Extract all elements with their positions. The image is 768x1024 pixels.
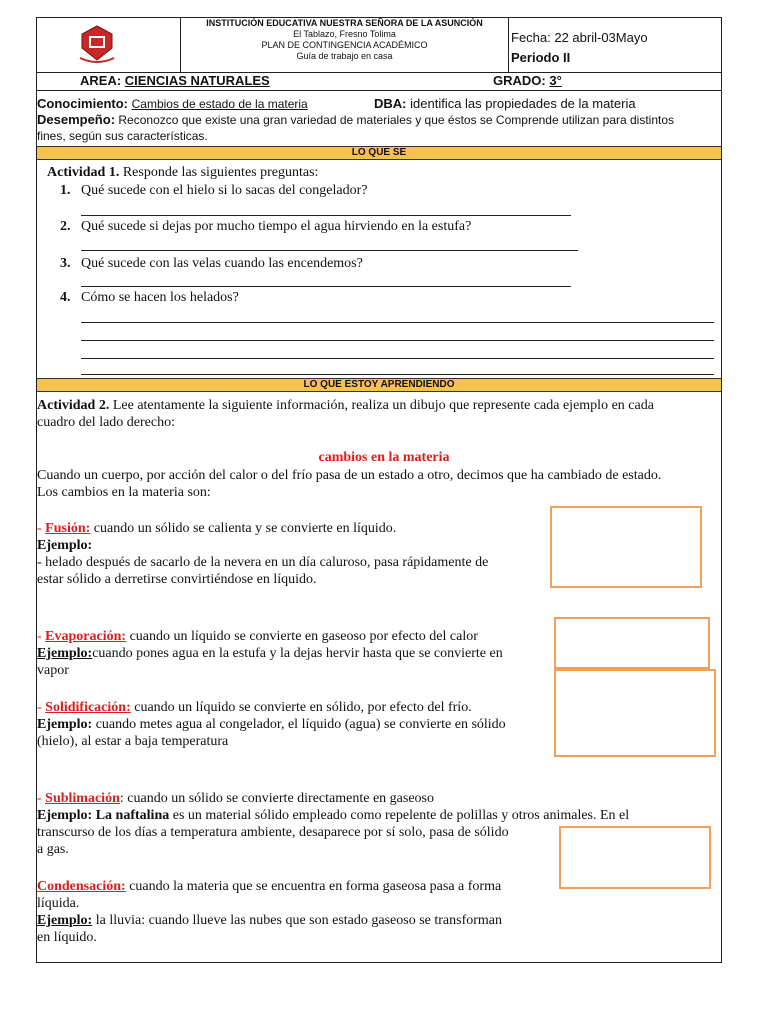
fusion-def: cuando un sólido se calienta y se convierte en líquido.	[93, 521, 397, 536]
section-lo-que-se	[37, 146, 721, 160]
sublimacion-example-line2: transcurso de los días a temperatura ambiente, desaparece por sí solo, pasa de sólido	[37, 825, 509, 840]
area-value: CIENCIAS NATURALES	[124, 73, 270, 88]
activity1-label: Actividad 1.	[47, 165, 120, 180]
answer-line-4b[interactable]	[81, 340, 714, 341]
solidificacion-name: Solidificación:	[45, 700, 131, 715]
question-num: 2.	[60, 219, 71, 234]
activity1-text: Responde las siguientes preguntas:	[122, 165, 319, 180]
institution-location: El Tablazo, Fresno Tolima	[293, 29, 396, 39]
question-1	[60, 182, 368, 199]
area-label: AREA:	[80, 73, 122, 88]
condensacion-def2: líquida.	[37, 896, 80, 911]
drawing-box-sublimacion[interactable]	[559, 826, 711, 889]
dba-value: identifica las propiedades de la materia	[410, 96, 636, 111]
sublimacion-def: : cuando un sólido se convierte directamente en gaseoso	[119, 791, 434, 806]
activity2-label: Actividad 2.	[37, 398, 110, 413]
question-num: 3.	[60, 256, 71, 271]
sublimacion-example-line1: es un material sólido empleado como repelente de polillas y otros animales. En el	[172, 808, 630, 823]
condensacion-name: Condensación:	[37, 879, 126, 894]
solidificacion-example-line1: cuando metes agua al congelador, el líquido (agua) se convierte en sólido	[95, 717, 506, 732]
fusion-example-label: Ejemplo:	[37, 538, 93, 553]
answer-line-4d[interactable]	[81, 374, 714, 375]
evaporacion-name: Evaporación:	[45, 629, 127, 644]
grado-label: GRADO:	[493, 73, 546, 88]
activity2-line1: Lee atentamente la siguiente información, realiza un dibujo que represente cada ejemplo en cada	[112, 398, 654, 413]
fusion-example-line1: - helado después de sacarlo de la nevera en un día caluroso, pasa rápidamente de	[37, 555, 489, 570]
condensacion-example-line2: en líquido.	[37, 930, 97, 945]
section-lo-que-se-title: LO QUE SE	[351, 147, 407, 158]
school-logo	[76, 24, 118, 66]
solidificacion-example-label: Ejemplo:	[37, 717, 93, 732]
condensacion-example-label: Ejemplo:	[37, 913, 93, 928]
solidificacion-def: cuando un líquido se convierte en sólido, por efecto del frío.	[134, 700, 472, 715]
intro-line2: Los cambios en la materia son:	[37, 485, 211, 500]
conocimiento-label: Conocimiento:	[37, 96, 128, 111]
grado-value: 3°	[549, 73, 562, 88]
guide-title: Guía de trabajo en casa	[296, 51, 393, 61]
condensacion-example-line1: la lluvia: cuando llueve las nubes que son estado gaseoso se transforman	[95, 913, 502, 928]
desempeno-label: Desempeño:	[37, 112, 116, 127]
institution-name: INSTITUCIÓN EDUCATIVA NUESTRA SEÑORA DE LA ASUNCIÓN	[206, 18, 483, 28]
question-num: 1.	[60, 183, 71, 198]
answer-line-3[interactable]	[81, 286, 571, 287]
question-2	[60, 218, 471, 235]
drawing-box-fusion[interactable]	[550, 506, 702, 588]
conocimiento-value: Cambios de estado de la materia	[131, 97, 308, 111]
drawing-box-evaporacion[interactable]	[554, 617, 710, 669]
solidificacion-example-line2: (hielo), al estar a baja temperatura	[37, 734, 229, 749]
desempeno-line2: fines, según sus características.	[37, 129, 208, 143]
sublimacion-example-label: Ejemplo: La naftalina	[37, 808, 170, 823]
answer-line-1[interactable]	[81, 215, 571, 216]
plan-title: PLAN DE CONTINGENCIA ACADÉMICO	[261, 40, 428, 50]
evaporacion-def: cuando un líquido se convierte en gaseoso por efecto del calor	[129, 629, 478, 644]
fusion-name: Fusión:	[45, 521, 91, 536]
evaporacion-example-line2: vapor	[37, 663, 69, 678]
question-text: Qué sucede con el hielo si lo sacas del congelador?	[81, 183, 368, 198]
evaporacion-example-line1: cuando pones agua en la estufa y la dejas hervir hasta que se convierte en	[92, 646, 503, 661]
question-text: Qué sucede con las velas cuando las encendemos?	[81, 256, 363, 271]
section-lo-que-estoy-aprendiendo	[37, 378, 721, 392]
intro-line1: Cuando un cuerpo, por acción del calor o del frío pasa de un estado a otro, decimos que ha cambiado de estado.	[37, 468, 662, 483]
sublimacion-example-line3: a gas.	[37, 842, 69, 857]
fecha-text: Fecha: 22 abril-03Mayo	[511, 30, 648, 45]
answer-line-2[interactable]	[81, 250, 578, 251]
answer-line-4c[interactable]	[81, 358, 714, 359]
subtitle-cambios: cambios en la materia	[318, 450, 450, 465]
question-num: 4.	[60, 290, 71, 305]
sublimacion-name: Sublimación	[45, 791, 120, 806]
evaporacion-example-label: Ejemplo:	[37, 646, 93, 661]
activity2-line2: cuadro del lado derecho:	[37, 415, 175, 430]
question-text: Qué sucede si dejas por mucho tiempo el agua hirviendo en la estufa?	[81, 219, 472, 234]
question-4	[60, 289, 239, 306]
section-aprendiendo-title: LO QUE ESTOY APRENDIENDO	[303, 379, 455, 390]
question-3	[60, 255, 363, 272]
answer-line-4a[interactable]	[81, 322, 714, 323]
desempeno-line1: Reconozco que existe una gran variedad de materiales y que éstos se Comprende utilizan para distintos	[118, 113, 675, 127]
question-text: Cómo se hacen los helados?	[81, 290, 239, 305]
drawing-box-solidificacion[interactable]	[554, 669, 716, 757]
periodo-text: Periodo II	[511, 50, 571, 65]
condensacion-def: cuando la materia que se encuentra en forma gaseosa pasa a forma	[129, 879, 502, 894]
dba-label: DBA:	[374, 96, 407, 111]
fusion-example-line2: estar sólido a derretirse convirtiéndose en líquido.	[37, 572, 317, 587]
